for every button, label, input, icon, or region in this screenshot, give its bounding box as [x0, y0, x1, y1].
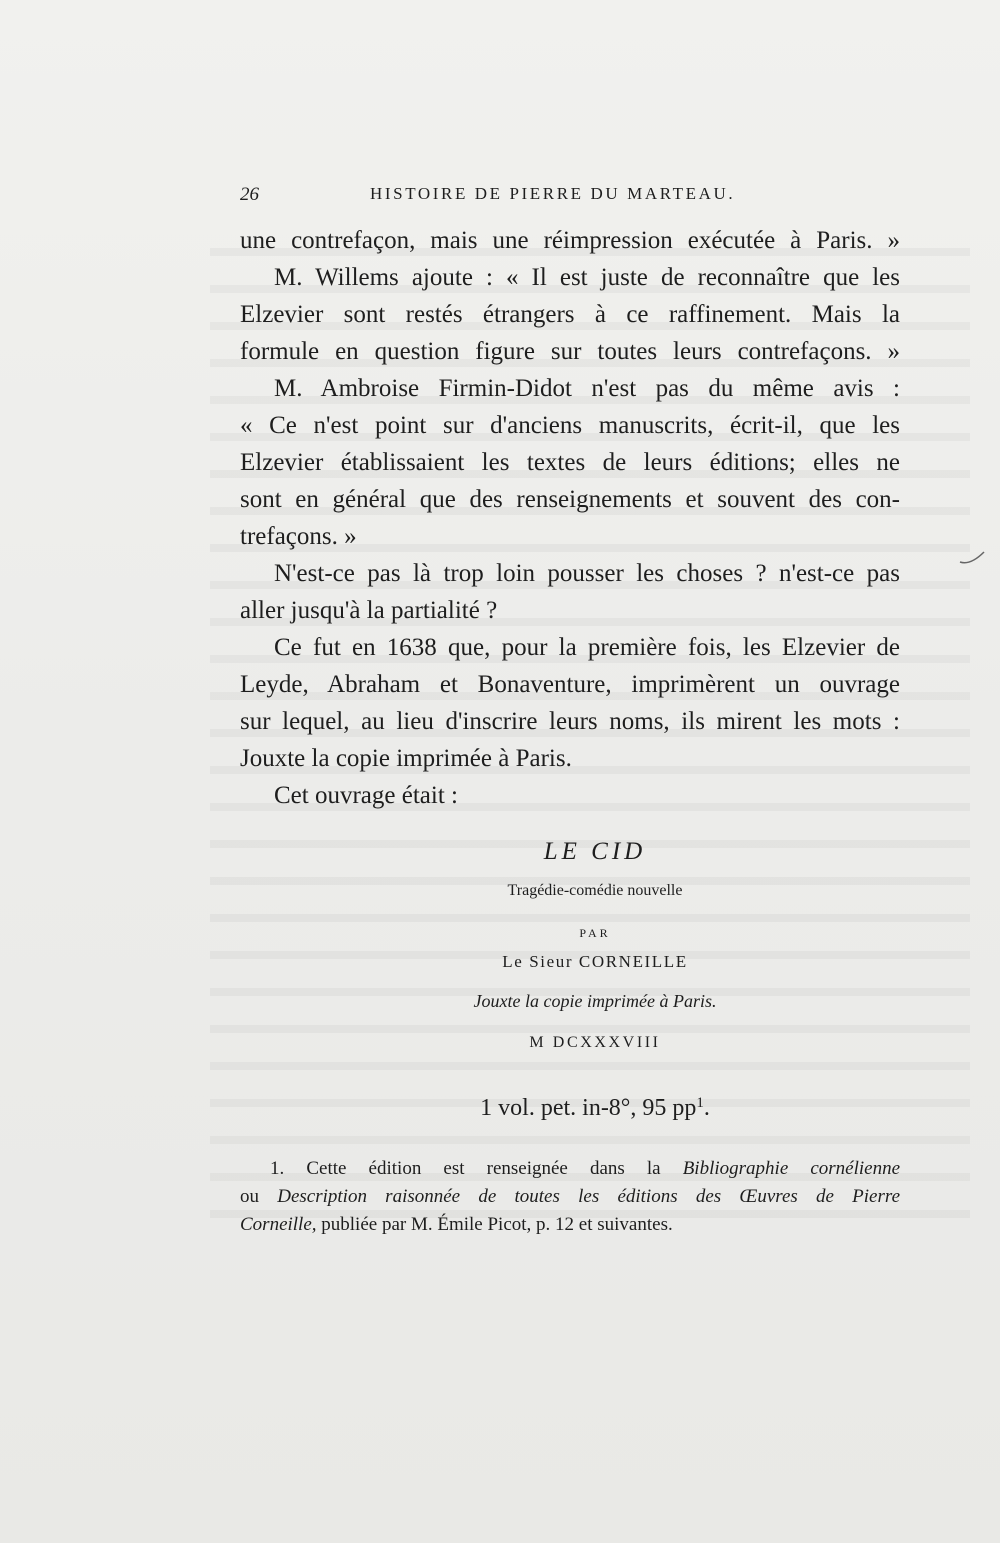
body-line: Leyde, Abraham et Bonaventure, imprimèrent un ouvrage: [240, 671, 900, 698]
play-title: LE CID: [543, 838, 647, 865]
running-head: [240, 184, 800, 210]
body-line: Elzevier sont restés étrangers à ce raffinement. Mais la: [240, 301, 900, 328]
body-line: N'est-ce pas là trop loin pousser les choses ? n'est-ce pas: [274, 560, 900, 587]
footnote-line: [240, 1155, 900, 1183]
running-title: HISTOIRE DE PIERRE DU MARTEAU.: [370, 184, 736, 203]
body-line: une contrefaçon, mais une réimpression exécutée à Paris. »: [240, 227, 900, 254]
body-line: trefaçons. »: [240, 523, 357, 550]
play-par: PAR: [579, 926, 611, 940]
body-line: « Ce n'est point sur d'anciens manuscrits, écrit-il, que les: [240, 412, 900, 439]
footnote: [240, 1155, 900, 1239]
body-line: M. Willems ajoute : « Il est juste de reconnaître que les: [274, 264, 900, 291]
play-subtitle: Tragédie-comédie nouvelle: [507, 882, 683, 899]
footnote-text: ou: [240, 1186, 259, 1207]
pencil-mark-icon: [958, 548, 988, 566]
play-imprint: Jouxte la copie imprimée à Paris.: [473, 991, 717, 1011]
footnote-line: [240, 1183, 900, 1211]
body-line: Ce fut en 1638 que, pour la première fois, les Elzevier de: [274, 634, 900, 661]
volume-description: [240, 1091, 950, 1125]
body-line: aller jusqu'à la partialité ?: [240, 597, 498, 624]
play-author: Le Sieur CORNEILLE: [502, 952, 688, 971]
volume-text: 1 vol. pet. in-8°, 95 pp: [480, 1095, 697, 1121]
body-line: Jouxte la copie imprimée à Paris.: [240, 745, 572, 772]
volume-end: .: [703, 1095, 710, 1121]
footnote-book-title: Bibliographie cornélienne: [682, 1158, 901, 1179]
footnote-reference: 1: [696, 1094, 704, 1111]
body-text: [240, 222, 900, 814]
footnote-book-title: Corneille,: [240, 1214, 317, 1235]
footnote-text: Cette édition est renseignée dans la: [306, 1158, 661, 1179]
footnote-book-title: Description raisonnée de toutes les éditions des Œuvres de Pierre: [277, 1186, 900, 1207]
footnote-line: [240, 1211, 900, 1239]
footnote-text: publiée par M. Émile Picot, p. 12 et suivantes.: [321, 1214, 673, 1235]
body-line: formule en question figure sur toutes leurs contrefaçons. »: [240, 338, 900, 365]
play-date: M DCXXXVIII: [529, 1034, 661, 1051]
body-line: sont en général que des renseignements et souvent des con-: [240, 486, 900, 513]
footnote-marker: 1.: [270, 1158, 285, 1179]
body-line: M. Ambroise Firmin-Didot n'est pas du même avis :: [274, 375, 900, 402]
body-line: Elzevier établissaient les textes de leurs éditions; elles ne: [240, 449, 900, 476]
quoted-title-page: [240, 834, 950, 1054]
body-line: sur lequel, au lieu d'inscrire leurs noms, ils mirent les mots :: [240, 708, 900, 735]
page-number: 26: [240, 184, 259, 205]
body-line: Cet ouvrage était :: [274, 782, 458, 809]
